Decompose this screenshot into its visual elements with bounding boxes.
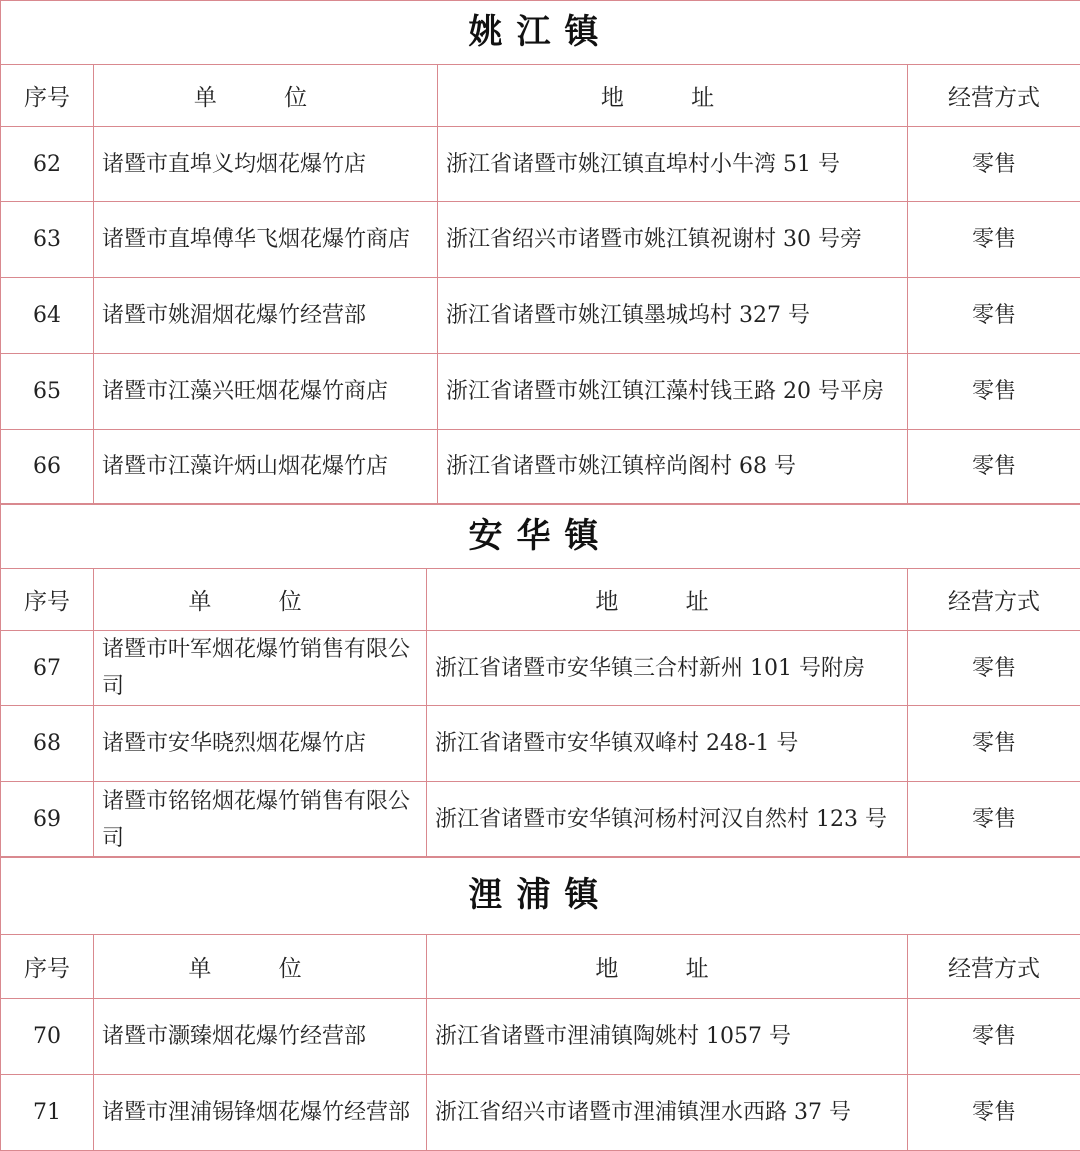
- column-header-addr: 地 址: [427, 935, 908, 999]
- cell-unit: 诸暨市江藻兴旺烟花爆竹商店: [94, 354, 438, 430]
- table-row: [1, 127, 1080, 202]
- section-title: 安华镇: [1, 505, 1080, 569]
- cell-mode: 零售: [908, 706, 1080, 782]
- shop-table: [0, 856, 1080, 1151]
- section-3: [0, 856, 1080, 1151]
- cell-mode: 零售: [908, 127, 1080, 202]
- table-row: [1, 278, 1080, 354]
- header-row: [1, 569, 1080, 631]
- cell-unit: 诸暨市浬浦锡锋烟花爆竹经营部: [94, 1075, 427, 1151]
- column-header-addr: 地 址: [438, 65, 908, 127]
- header-row: [1, 65, 1080, 127]
- column-header-mode: 经营方式: [908, 935, 1080, 999]
- shop-table: [0, 504, 1080, 858]
- header-row: [1, 935, 1080, 999]
- cell-addr: 浙江省诸暨市安华镇河杨村河汉自然村 123 号: [427, 782, 908, 858]
- shop-table: [0, 0, 1080, 504]
- cell-unit: 诸暨市铭铭烟花爆竹销售有限公司: [94, 782, 427, 858]
- cell-addr: 浙江省诸暨市浬浦镇陶姚村 1057 号: [427, 999, 908, 1075]
- cell-unit: 诸暨市姚湄烟花爆竹经营部: [94, 278, 438, 354]
- cell-mode: 零售: [908, 202, 1080, 278]
- cell-no: 64: [1, 278, 94, 354]
- cell-addr: 浙江省诸暨市安华镇三合村新州 101 号附房: [427, 631, 908, 706]
- cell-no: 66: [1, 430, 94, 504]
- table-row: [1, 999, 1080, 1075]
- cell-unit: 诸暨市直埠义均烟花爆竹店: [94, 127, 438, 202]
- cell-addr: 浙江省诸暨市姚江镇直埠村小牛湾 51 号: [438, 127, 908, 202]
- cell-addr: 浙江省诸暨市姚江镇江藻村钱王路 20 号平房: [438, 354, 908, 430]
- cell-addr: 浙江省诸暨市安华镇双峰村 248-1 号: [427, 706, 908, 782]
- cell-mode: 零售: [908, 430, 1080, 504]
- cell-addr: 浙江省诸暨市姚江镇梓尚阁村 68 号: [438, 430, 908, 504]
- cell-no: 68: [1, 706, 94, 782]
- column-header-unit: 单 位: [94, 935, 427, 999]
- table-row: [1, 202, 1080, 278]
- cell-unit: 诸暨市叶军烟花爆竹销售有限公司: [94, 631, 427, 706]
- cell-unit: 诸暨市灏臻烟花爆竹经营部: [94, 999, 427, 1075]
- table-row: [1, 631, 1080, 706]
- cell-no: 62: [1, 127, 94, 202]
- column-header-mode: 经营方式: [908, 65, 1080, 127]
- cell-no: 67: [1, 631, 94, 706]
- table-row: [1, 706, 1080, 782]
- cell-no: 71: [1, 1075, 94, 1151]
- column-header-no: 序号: [1, 65, 94, 127]
- column-header-unit: 单 位: [94, 65, 438, 127]
- cell-no: 70: [1, 999, 94, 1075]
- cell-unit: 诸暨市安华晓烈烟花爆竹店: [94, 706, 427, 782]
- column-header-addr: 地 址: [427, 569, 908, 631]
- table-row: [1, 782, 1080, 858]
- table-row: [1, 1075, 1080, 1151]
- cell-mode: 零售: [908, 278, 1080, 354]
- cell-mode: 零售: [908, 1075, 1080, 1151]
- cell-no: 69: [1, 782, 94, 858]
- cell-no: 65: [1, 354, 94, 430]
- cell-no: 63: [1, 202, 94, 278]
- cell-unit: 诸暨市直埠傅华飞烟花爆竹商店: [94, 202, 438, 278]
- cell-mode: 零售: [908, 354, 1080, 430]
- section-title: 姚江镇: [1, 1, 1080, 65]
- cell-unit: 诸暨市江藻许炳山烟花爆竹店: [94, 430, 438, 504]
- table-row: [1, 354, 1080, 430]
- cell-addr: 浙江省绍兴市诸暨市姚江镇祝谢村 30 号旁: [438, 202, 908, 278]
- cell-mode: 零售: [908, 999, 1080, 1075]
- column-header-no: 序号: [1, 935, 94, 999]
- section-title: 浬浦镇: [1, 857, 1080, 935]
- section-1: [0, 0, 1080, 504]
- table-row: [1, 430, 1080, 504]
- column-header-unit: 单 位: [94, 569, 427, 631]
- section-2: [0, 504, 1080, 858]
- cell-mode: 零售: [908, 631, 1080, 706]
- cell-addr: 浙江省绍兴市诸暨市浬浦镇浬水西路 37 号: [427, 1075, 908, 1151]
- column-header-mode: 经营方式: [908, 569, 1080, 631]
- cell-addr: 浙江省诸暨市姚江镇墨城坞村 327 号: [438, 278, 908, 354]
- column-header-no: 序号: [1, 569, 94, 631]
- cell-mode: 零售: [908, 782, 1080, 858]
